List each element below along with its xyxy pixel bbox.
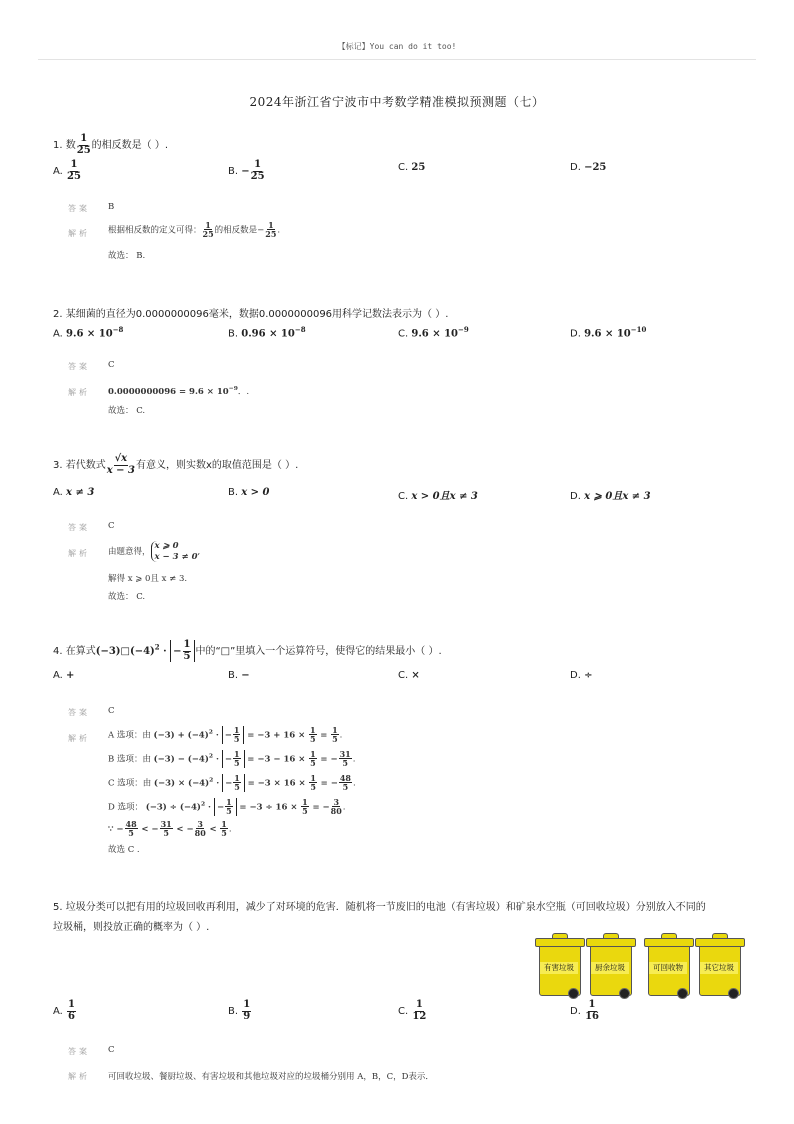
q3-answer: C [108,521,115,531]
q1-analysis-line-1: 根据相反数的定义可得： $\frac{1}{25}$ 的相反数是− $\frac{1}{25}$ . [108,220,281,240]
q1-analysis-line-2: 故选： B. [108,251,146,261]
q4-analysis-conclusion: 故选 C . [108,845,140,855]
q3-option-b[interactable]: B. x > 0 [228,487,270,498]
q2-analysis-line-1: $0.0000000096 = 9.6 \times 10^{-9}$．. [108,385,250,397]
question-5-stem-line-1: 5. 垃圾分类可以把有用的垃圾回收再利用，减少了对环境的危害．随机将一节废旧的电池（有害垃圾）和矿泉水空瓶（可回收垃圾）分别放入不同的 [53,902,706,913]
trash-bin-icon: 其它垃圾 [698,938,740,996]
page-header: 【标记】You can do it too! [337,42,457,51]
q4-analysis-line-d: D 选项： $(-3) \div (-4)^2$ · − $\frac{1}{5}$ = −3 ÷ 16 × $\frac{1}{5}$ = − $\frac{3}{80}$ . [108,797,346,817]
q5-option-b[interactable]: B. $\frac{1}{9}$ [228,999,251,1022]
q3-analysis-line-3: 故选： C. [108,592,146,602]
q3-analysis-line-1: 由题意得，x ⩾ 0 x − 3 ≠ 0, [108,541,201,562]
analysis-label: 解析 [68,549,90,558]
q3-option-c[interactable]: C. x > 0且x ≠ 3 [398,491,478,502]
q4-option-a[interactable]: A. + [53,670,75,681]
q5-analysis-line-1: 可回收垃圾、餐厨垃圾、有害垃圾和其他垃圾对应的垃圾桶分别用 A，B，C，D表示． [108,1072,434,1082]
q4-answer: C [108,706,115,716]
q2-answer: C [108,360,115,370]
q1-option-c[interactable]: C. 25 [398,162,426,173]
question-1-stem: 1. 数 $\frac{1}{25}$ 的相反数是（ ）. [53,133,169,156]
fraction: $\frac{1}{25}$ [250,159,265,182]
fraction: $\frac{1}{25}$ [67,159,81,182]
answer-label: 答案 [68,708,90,717]
q2-option-b[interactable]: B. $0.96 \times 10^{-8}$ [228,325,306,340]
q4-analysis-line-a: A 选项：由 $(-3) + (-4)^2$ · − $\frac{1}{5}$ = −3 + 16 × $\frac{1}{5}$ = $\frac{1}{5}$ . [108,725,343,745]
q4-analysis-comparison: ∵ − $\frac{48}{5}$ < − $\frac{31}{5}$ < − $\frac{3}{80}$ < $\frac{1}{5}$ . [108,819,232,839]
fraction: $\frac{√x}{x - 3}$ [106,453,135,476]
q1-answer: B [108,202,115,212]
q1-option-b[interactable]: B. − $\frac{1}{25}$ [228,159,265,182]
q4-analysis-line-b: B 选项：由 $(-3) - (-4)^2$ · − $\frac{1}{5}$ = −3 − 16 × $\frac{1}{5}$ = − $\frac{31}{5}$ . [108,749,356,769]
equation-system: x ⩾ 0 x − 3 ≠ 0 [151,541,198,562]
trash-bin-icon: 厨余垃圾 [589,938,631,996]
fraction: $\frac{1}{25}$ [76,133,91,156]
q4-option-b[interactable]: B. − [228,670,250,681]
question-3-stem: 3. 若代数式 $\frac{√x}{x - 3}$ 有意义，则实数x的取值范围是（ ）. [53,453,299,476]
analysis-label: 解析 [68,734,90,743]
question-2-stem: 2. 某细菌的直径为0.0000000096毫米，数据0.0000000096用科学记数法表示为（ ）. [53,309,449,320]
answer-label: 答案 [68,1047,90,1056]
answer-label: 答案 [68,362,90,371]
q5-answer: C [108,1045,115,1055]
q1-option-d[interactable]: D. −25 [570,162,607,173]
q1-option-a[interactable]: A. $\frac{1}{25}$ [53,159,81,182]
q2-option-a[interactable]: A. $9.6 \times 10^{-8}$ [53,325,124,340]
q5-option-c[interactable]: C. $\frac{1}{12}$ [398,999,427,1022]
question-5-stem-line-2: 垃圾桶，则投放正确的概率为（ ）. [53,922,210,933]
q3-option-d[interactable]: D. x ⩾ 0且x ≠ 3 [570,491,651,502]
header-divider [38,59,756,60]
q3-option-a[interactable]: A. x ≠ 3 [53,487,95,498]
analysis-label: 解析 [68,1072,90,1081]
q4-option-c[interactable]: C. × [398,670,420,681]
document-title: 2024年浙江省宁波市中考数学精准模拟预测题（七） [249,95,545,109]
q4-option-d[interactable]: D. ÷ [570,670,593,681]
q5-option-a[interactable]: A. $\frac{1}{6}$ [53,999,75,1022]
answer-label: 答案 [68,204,90,213]
q2-option-c[interactable]: C. $9.6 \times 10^{-9}$ [398,325,469,340]
q3-analysis-line-2: 解得 x ⩾ 0且 x ≠ 3. [108,574,188,584]
trash-bin-icon: 有害垃圾 [538,938,580,996]
analysis-label: 解析 [68,229,90,238]
q2-analysis-line-2: 故选： C. [108,406,146,416]
trash-bin-icon: 可回收物 [647,938,689,996]
q2-option-d[interactable]: D. $9.6 \times 10^{-10}$ [570,325,647,340]
q4-analysis-line-c: C 选项：由 $(-3) \times (-4)^2$ · − $\frac{1}{5}$ = −3 × 16 × $\frac{1}{5}$ = − $\frac{48}{5}$ . [108,773,356,793]
answer-label: 答案 [68,523,90,532]
question-4-stem: 4. 在算式$(-3)□(-4)^2$ · − $\frac{1}{5}$ 中的“□”里填入一个运算符号，使得它的结果最小（ ）. [53,639,442,662]
q5-option-d[interactable]: D. $\frac{1}{16}$ [570,999,599,1022]
analysis-label: 解析 [68,388,90,397]
